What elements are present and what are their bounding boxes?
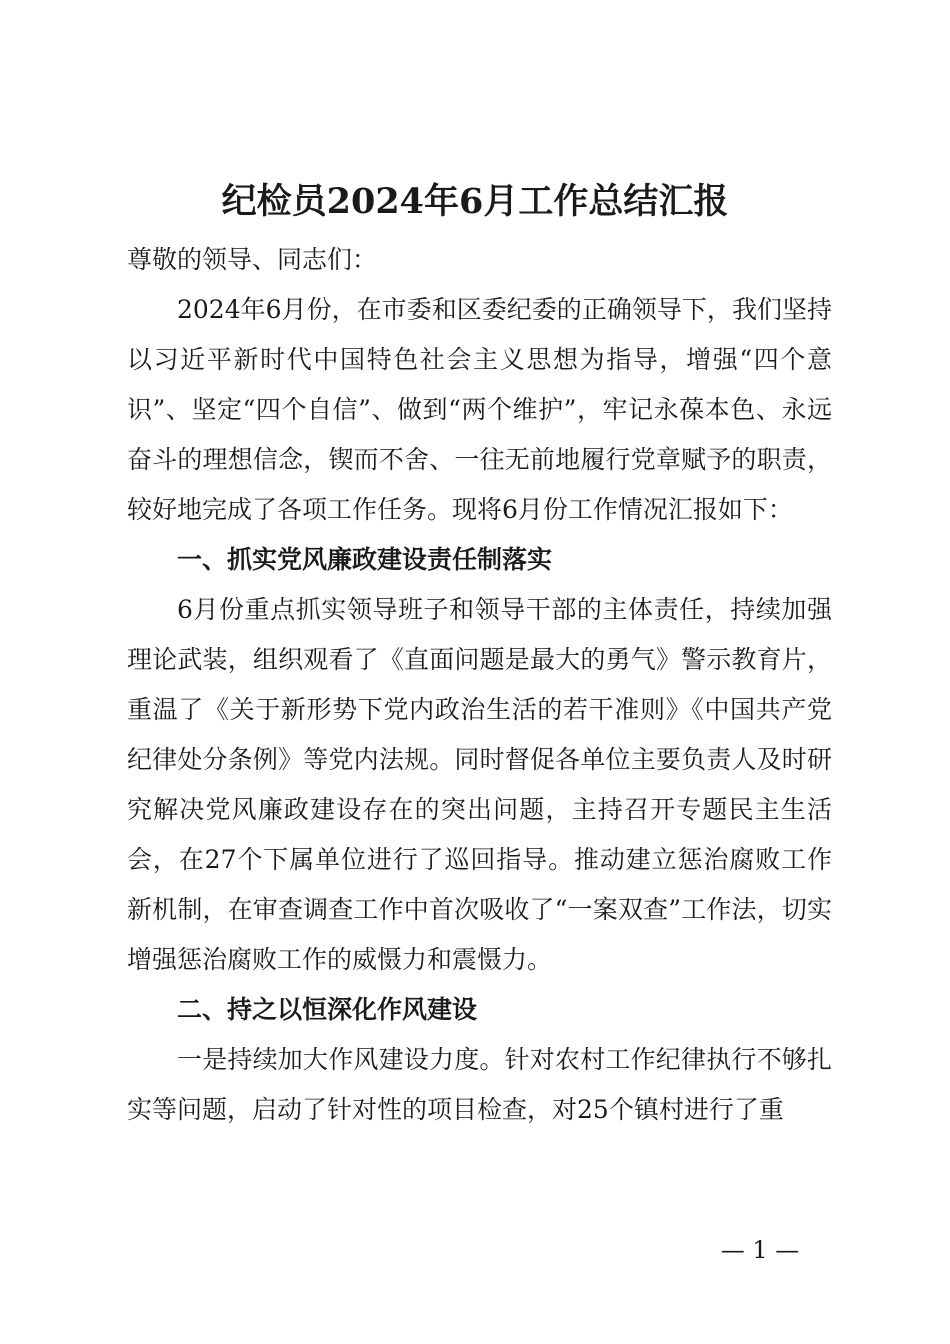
page-number: — 1 — [720,1236,800,1264]
document-title: 纪检员2024年6月工作总结汇报 [221,181,729,222]
section-paragraph-2: 一是持续加大作风建设力度。针对农村工作纪律执行不够扎实等问题，启动了针对性的项目检查，对25个镇村进行了重 [127,1045,832,1124]
section-paragraph-1: 6月份重点抓实领导班子和领导干部的主体责任，持续加强理论武装，组织观看了《直面问题是最大的勇气》警示教育片，重温了《关于新形势下党内政治生活的若干准则》《中国共产党纪律处分条例》等党内法规。同时督促各单位主要负责人及时研究解决党风廉政建设存在的突出问题，主持召开专题民主生活会，在27个下属单位进行了巡回指导。推动建立惩治腐败工作新机制，在审查调查工作中首次吸收了“一案双查”工作法，切实增强惩治腐败工作的威慑力和震慑力。 [127,595,832,974]
document-body [127,235,832,1135]
salutation: 尊敬的领导、同志们： [127,245,378,274]
section-heading-2: 二、持之以恒深化作风建设 [177,995,478,1024]
intro-paragraph: 2024年6月份，在市委和区委纪委的正确领导下，我们坚持以习近平新时代中国特色社会主义思想为指导，增强“四个意识”、坚定“四个自信”、做到“两个维护”，牢记永葆本色、永远奋斗的理想信念，锲而不舍、一往无前地履行党章赋予的职责，较好地完成了各项工作任务。现将6月份工作情况汇报如下： [127,295,832,524]
section-heading-1: 一、抓实党风廉政建设责任制落实 [177,545,553,574]
